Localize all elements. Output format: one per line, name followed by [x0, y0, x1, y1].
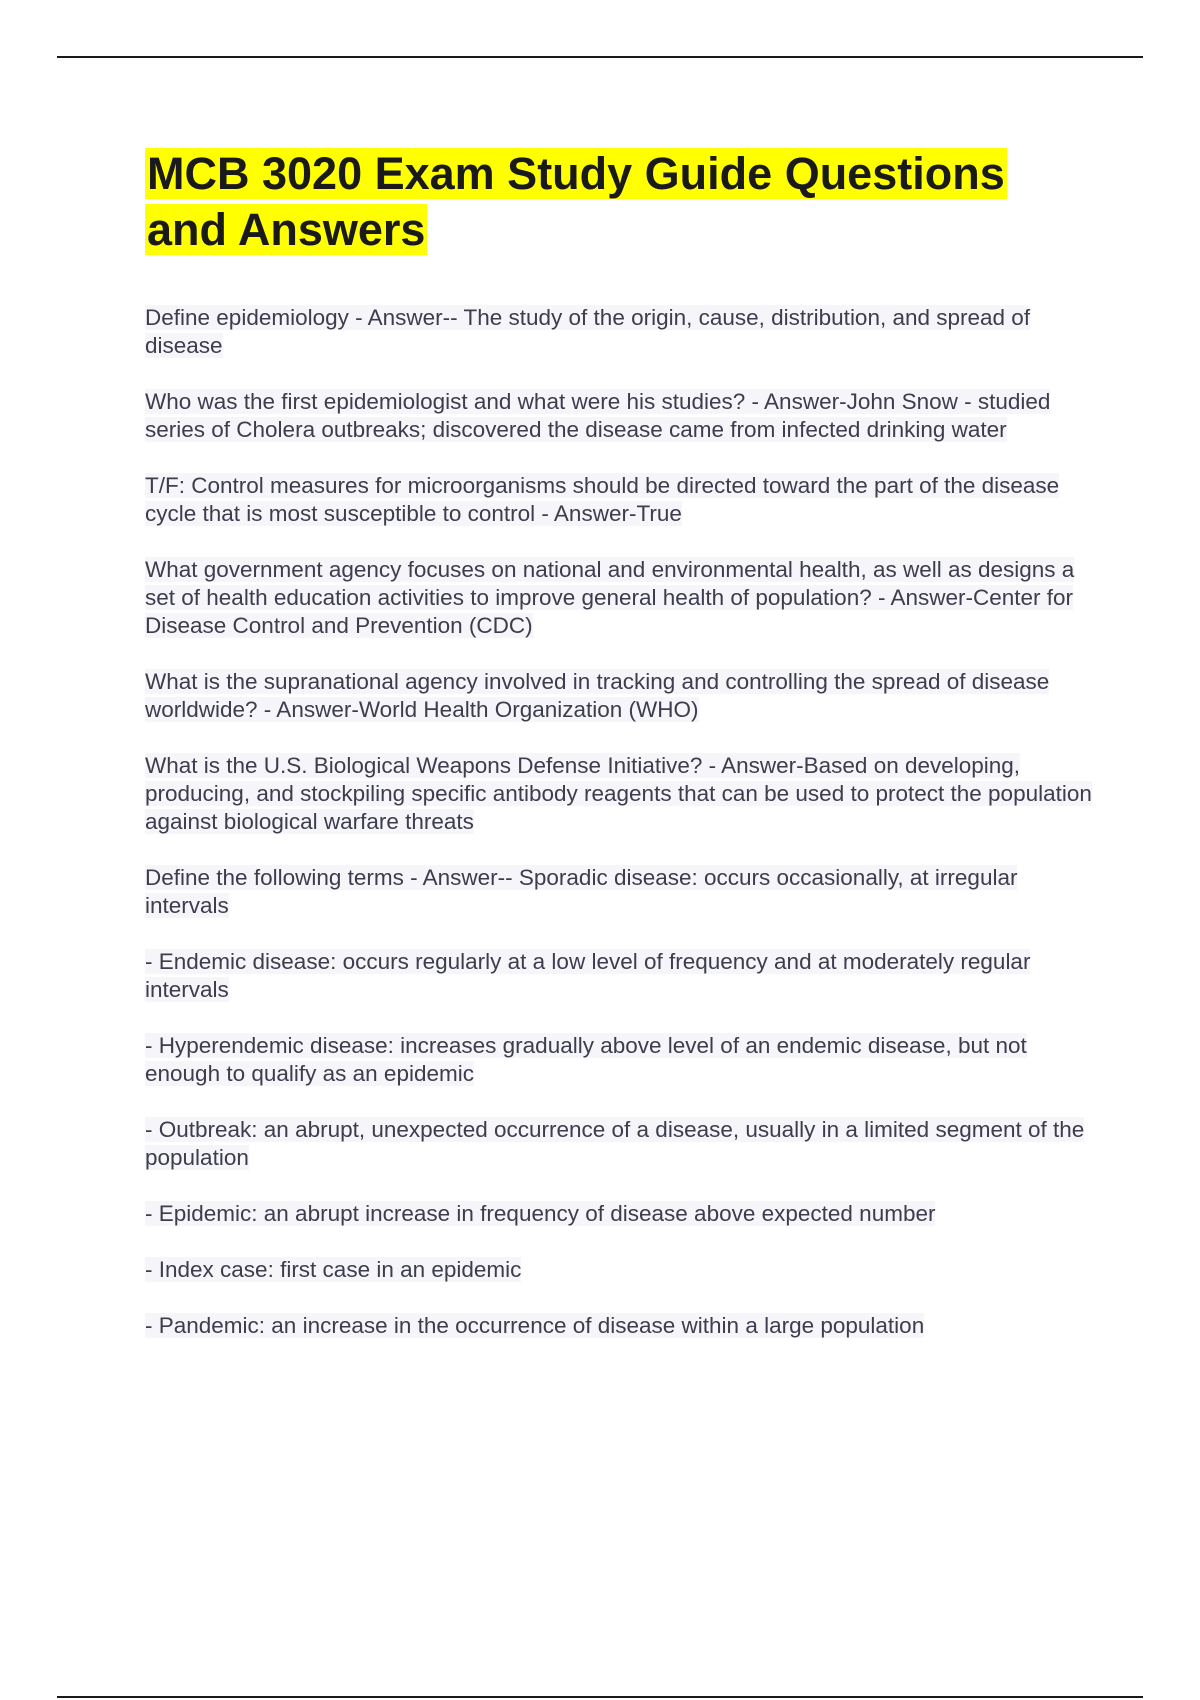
qa-entry: - Outbreak: an abrupt, unexpected occurrence of a disease, usually in a limited segment of the population [145, 1117, 1085, 1170]
qa-entry: - Hyperendemic disease: increases gradually above level of an endemic disease, but not enough to qualify as an epidemic [145, 1033, 1027, 1086]
qa-entry: What is the supranational agency involved in tracking and controlling the spread of disease worldwide? - Answer-World Health Organization (WHO) [145, 669, 1050, 722]
title-highlight: MCB 3020 Exam Study Guide Questions and Answers [147, 148, 1005, 255]
qa-entry: - Pandemic: an increase in the occurrence of disease within a large population [145, 1313, 925, 1338]
qa-entry: Define epidemiology - Answer-- The study of the origin, cause, distribution, and spread of disease [145, 305, 1031, 358]
header-rule [57, 56, 1143, 58]
qa-entry: Define the following terms - Answer-- Sporadic disease: occurs occasionally, at irregular intervals [145, 865, 1018, 918]
footer-rule [57, 1696, 1143, 1698]
qa-entry: What government agency focuses on national and environmental health, as well as designs a set of health education activities to improve general health of population? - Answer-Center for Disease Control and Prevention (CDC) [145, 557, 1075, 638]
qa-entry: - Epidemic: an abrupt increase in frequency of disease above expected number [145, 1201, 936, 1226]
qa-entry: T/F: Control measures for microorganisms should be directed toward the part of the disease cycle that is most susceptible to control - Answer-True [145, 473, 1060, 526]
qa-entry: - Index case: first case in an epidemic [145, 1257, 522, 1282]
qa-list [145, 304, 1095, 1340]
document-title [145, 146, 1095, 258]
qa-entry: Who was the first epidemiologist and what were his studies? - Answer-John Snow - studied series of Cholera outbreaks; discovered the disease came from infected drinking water [145, 389, 1051, 442]
document-body [145, 146, 1095, 1368]
qa-entry: What is the U.S. Biological Weapons Defense Initiative? - Answer-Based on developing, producing, and stockpiling specific antibody reagents that can be used to protect the population against biological warfare threats [145, 753, 1092, 834]
qa-entry: - Endemic disease: occurs regularly at a low level of frequency and at moderately regular intervals [145, 949, 1031, 1002]
